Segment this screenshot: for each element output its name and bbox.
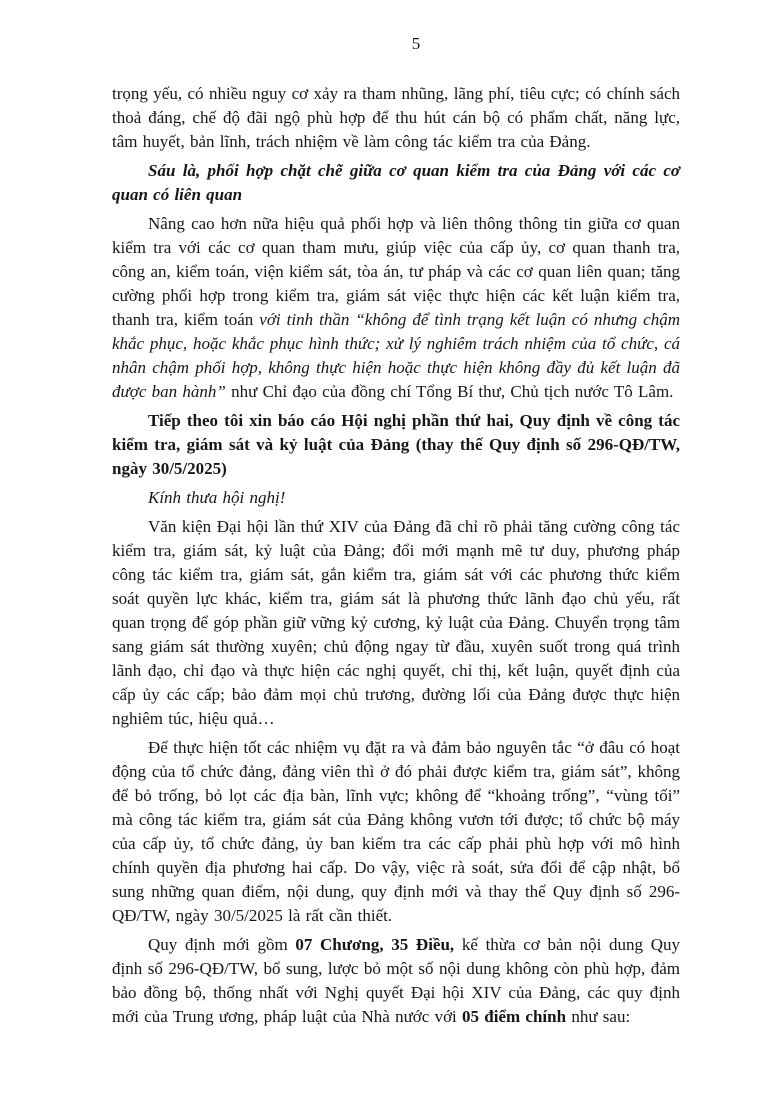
text-run: Văn kiện Đại hội lần thứ XIV của Đảng đã chỉ rõ phải tăng cường công tác kiểm tra, giám sát, kỷ luật của Đảng; đổi mới mạnh mẽ tư duy, phương pháp công tác kiểm tra, giám sát, gắn kiểm tra, giám sát với các phương thức kiểm soát quyền lực khác, kiểm tra, giám sát là phương thức lãnh đạo chủ yếu, rất quan trọng để góp phần giữ vững kỷ cương, kỷ luật của Đảng. Chuyển trọng tâm sang giám sát thường xuyên; chủ động ngay từ đầu, xuyên suốt trong quá trình lãnh đạo, chỉ đạo và thực hiện các nghị quyết, chỉ thị, kết luận, quyết định của cấp ủy các cấp; bảo đảm mọi chủ trương, đường lối của Đảng được thực hiện nghiêm túc, hiệu quả… bbox=[112, 517, 680, 728]
text-run: trọng yếu, có nhiều nguy cơ xảy ra tham nhũng, lãng phí, tiêu cực; có chính sách thoả đáng, chế độ đãi ngộ phù hợp để thu hút cán bộ có phẩm chất, năng lực, tâm huyết, bản lĩnh, trách nhiệm về làm công tác kiểm tra của Đảng. bbox=[112, 84, 680, 151]
section-heading-sau-la bbox=[112, 159, 680, 207]
paragraph-de-thuc-hien bbox=[112, 736, 680, 928]
text-run: Quy định mới gồm bbox=[148, 935, 296, 954]
text-run: Nâng cao hơn nữa hiệu quả phối hợp và liên thông thông tin giữa cơ quan kiểm tra với các cơ quan tham mưu, giúp việc của cấp ủy, cơ quan thanh tra, công an, kiểm toán, viện kiểm sát, tòa án, tư pháp và các cơ quan liên quan; tăng cường phối hợp trong kiểm tra, giám sát việc thực hiện các kết luận kiểm tra, thanh tra, kiểm toán bbox=[112, 214, 680, 329]
text-run: Để thực hiện tốt các nhiệm vụ đặt ra và đảm bảo nguyên tắc “ở đâu có hoạt động của tổ chức đảng, đảng viên thì ở đó phải được kiểm tra, giám sát”, không để bỏ trống, bỏ lọt các địa bàn, lĩnh vực; không để “khoảng trống”, “vùng tối” mà công tác kiểm tra, giám sát của Đảng không vươn tới được; tổ chức bộ máy của cấp ủy, tổ chức đảng, ủy ban kiểm tra các cấp phải phù hợp với mô hình chính quyền địa phương hai cấp. Do vậy, việc rà soát, sửa đổi để cập nhật, bổ sung những quan điểm, nội dung, quy định mới và thay thế Quy định số 296-QĐ/TW, ngày 30/5/2025 là rất cần thiết. bbox=[112, 738, 680, 925]
text-run: như sau: bbox=[566, 1007, 631, 1026]
text-run: như Chỉ đạo của đồng chí Tổng Bí thư, Chủ tịch nước Tô Lâm. bbox=[225, 382, 674, 401]
salutation bbox=[112, 486, 680, 510]
document-body bbox=[112, 82, 680, 1034]
paragraph-quy-dinh-moi bbox=[112, 933, 680, 1029]
text-run: 07 Chương, 35 Điều, bbox=[295, 935, 455, 954]
paragraph-van-kien bbox=[112, 515, 680, 731]
text-run: kế thừa cơ bản nội dung Quy định số 296-QĐ/TW, bổ sung, lược bỏ một số nội dung không còn phù hợp, đảm bảo đồng bộ, thống nhất với Nghị quyết Đại hội XIV của Đảng, các quy định mới của Trung ương, pháp luật của Nhà nước với bbox=[112, 935, 680, 1026]
text-run: Tiếp theo tôi xin báo cáo Hội nghị phần thứ hai, Quy định về công tác kiểm tra, giám sát và kỷ luật của Đảng (thay thế Quy định số 296-QĐ/TW, ngày 30/5/2025) bbox=[112, 411, 680, 478]
page-number: 5 bbox=[411, 34, 421, 53]
paragraph-nang-cao bbox=[112, 212, 680, 404]
text-run: 05 điểm chính bbox=[462, 1007, 567, 1026]
continuation-paragraph bbox=[112, 82, 680, 154]
report-heading-tiep-theo bbox=[112, 409, 680, 481]
text-run: Kính thưa hội nghị! bbox=[148, 488, 286, 507]
text-run: Sáu là, phối hợp chặt chẽ giữa cơ quan kiểm tra của Đảng với các cơ quan có liên quan bbox=[112, 161, 680, 204]
text-run: với tinh thần “không để tình trạng kết luận có nhưng chậm khắc phục, hoặc khắc phục hình thức; xử lý nghiêm trách nhiệm của tổ chức, cá nhân chậm phối hợp, không thực hiện hoặc thực hiện không đầy đủ kết luận đã được ban hành” bbox=[112, 310, 680, 401]
